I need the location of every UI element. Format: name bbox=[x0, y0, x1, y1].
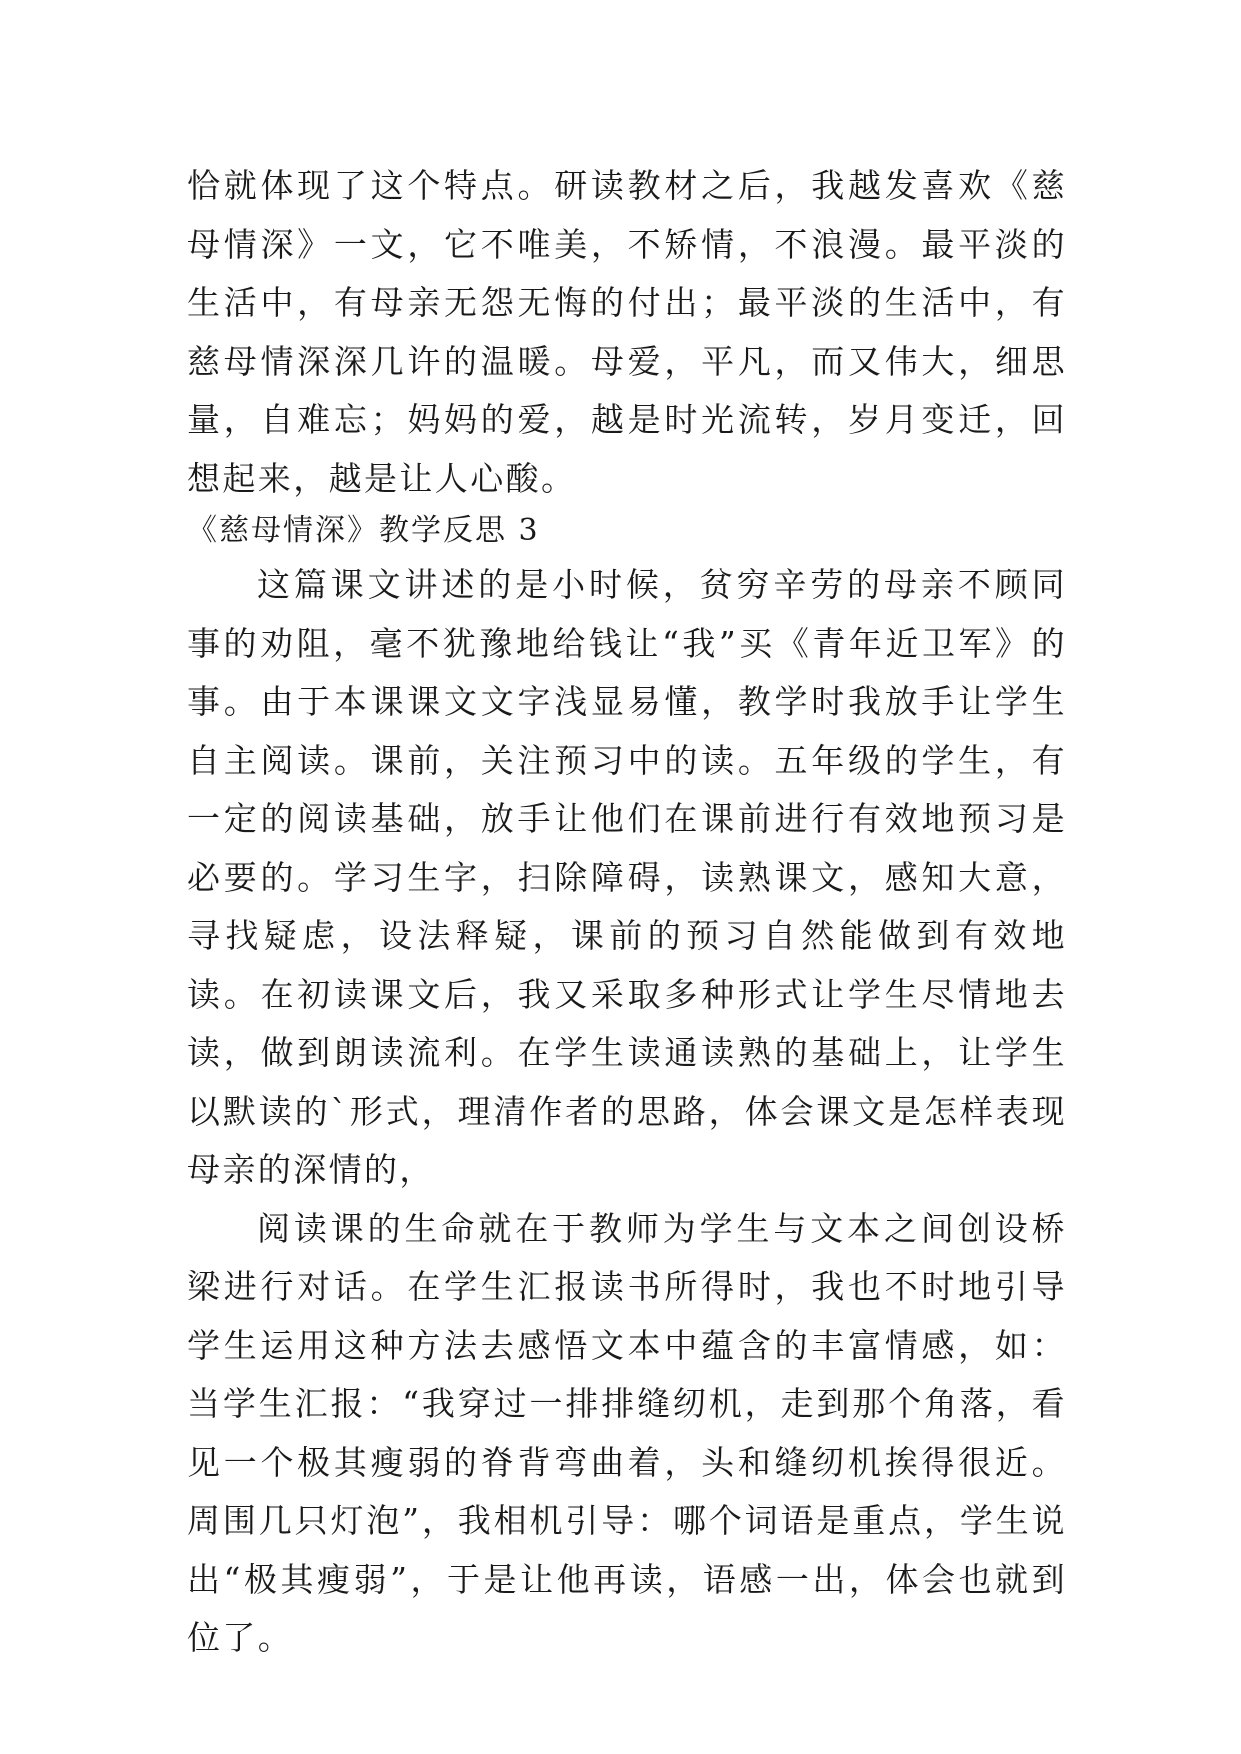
continuation-paragraph: 恰就体现了这个特点。研读教材之后，我越发喜欢《慈母情深》一文，它不唯美，不矫情，不浪漫。最平淡的生活中，有母亲无怨无悔的付出；最平淡的生活中，有慈母情深深几许的温暖。母爱，平凡，而又伟大，细思量，自难忘；妈妈的爱，越是时光流转，岁月变迁，回想起来，越是让人心酸。 bbox=[187, 166, 1067, 498]
body-paragraph-2: 阅读课的生命就在于教师为学生与文本之间创设桥梁进行对话。在学生汇报读书所得时，我也不时地引导学生运用这种方法去感悟文本中蕴含的丰富情感，如：当学生汇报：“我穿过一排排缝纫机，走到那个角落，看见一个极其瘦弱的脊背弯曲着，头和缝纫机挨得很近。周围几只灯泡”，我相机引导：哪个词语是重点，学生说出“极其瘦弱”，于是让他再读，语感一出，体会也就到位了。 bbox=[187, 1208, 1067, 1657]
body-text-block bbox=[187, 556, 1067, 1668]
heading-block bbox=[187, 506, 1067, 556]
section-heading: 《慈母情深》教学反思 3 bbox=[187, 513, 540, 548]
body-paragraph-1: 这篇课文讲述的是小时候，贫穷辛劳的母亲不顾同事的劝阻，毫不犹豫地给钱让“我”买《青年近卫军》的事。由于本课课文文字浅显易懂，教学时我放手让学生自主阅读。课前，关注预习中的读。五年级的学生，有一定的阅读基础，放手让他们在课前进行有效地预习是必要的。学习生字，扫除障碍，读熟课文，感知大意，寻找疑虑，设法释疑，课前的预习自然能做到有效地读。在初读课文后，我又采取多种形式让学生尽情地去读，做到朗读流利。在学生读通读熟的基础上，让学生以默读的`形式，理清作者的思路，体会课文是怎样表现母亲的深情的， bbox=[187, 565, 1067, 1189]
top-text-block bbox=[187, 157, 1067, 508]
